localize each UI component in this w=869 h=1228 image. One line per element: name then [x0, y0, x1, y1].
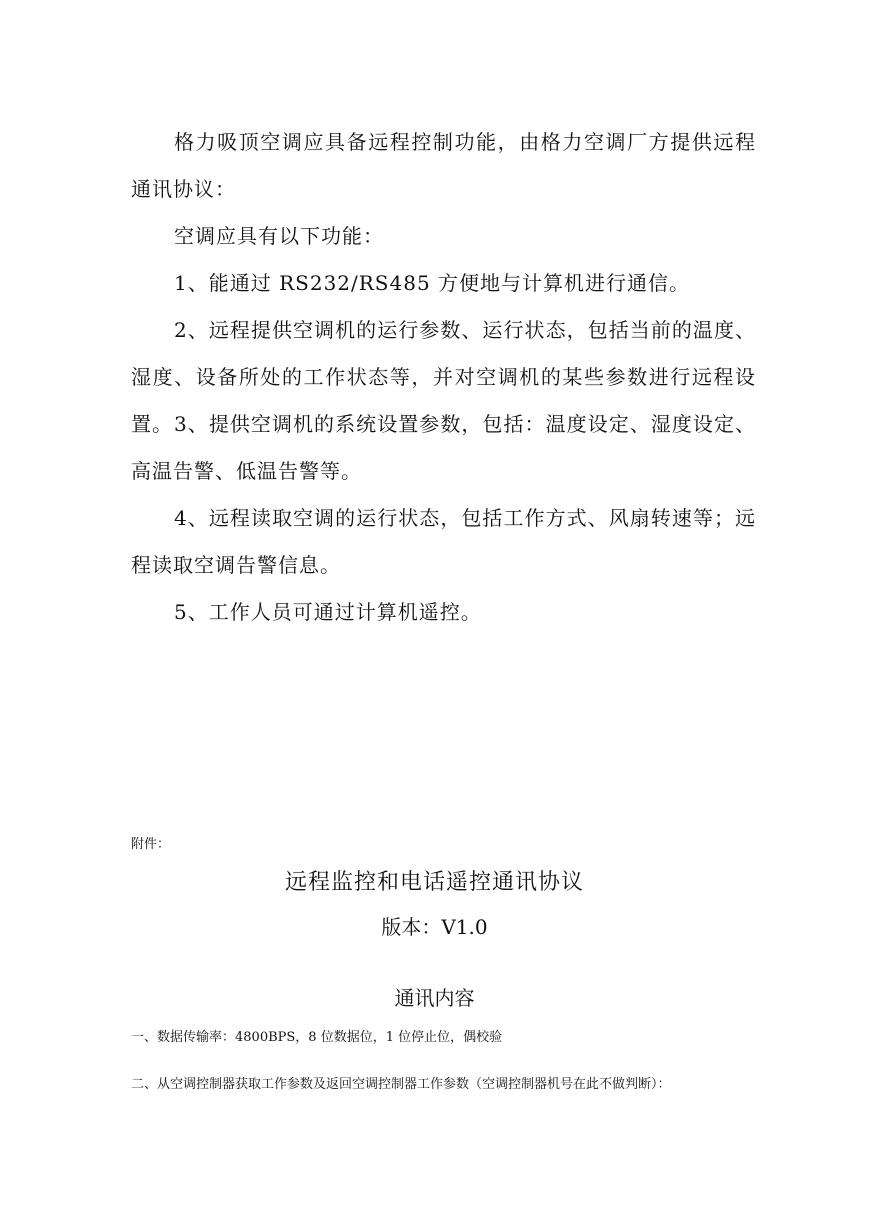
version-label: 版本：V1.0 [381, 915, 488, 939]
function-item-1: 1、能通过 RS232/RS485 方便地与计算机进行通信。 [174, 271, 691, 295]
attachment-label: 附件： [131, 837, 171, 852]
protocol-line-2: 二、从空调控制器获取工作参数及返回空调控制器工作参数（空调控制器机号在此不做判断）： [131, 1077, 671, 1092]
intro-paragraph: 格力吸顶空调应具备远程控制功能，由格力空调厂方提供远程通讯协议： [131, 130, 756, 201]
function-item-5: 5、工作人员可通过计算机遥控。 [174, 600, 482, 624]
protocol-line-1: 一、数据传输率：4800BPS，8 位数据位，1 位停止位，偶校验 [131, 1030, 503, 1045]
protocol-title: 远程监控和电话遥控通讯协议 [284, 870, 584, 895]
function-item-2: 2、远程提供空调机的运行参数、运行状态，包括当前的温度、湿度、设备所处的工作状态等，并对空调机的某些参数进行远程设置。 [131, 318, 756, 436]
function-item-4: 4、远程读取空调的运行状态，包括工作方式、风扇转速等；远程读取空调告警信息。 [131, 506, 756, 577]
section-title: 通讯内容 [394, 986, 475, 1010]
function-item-3: 3、提供空调机的系统设置参数，包括：温度设定、湿度设定、高温告警、低温告警等。 [131, 412, 756, 483]
functions-heading: 空调应具有以下功能： [174, 224, 384, 248]
